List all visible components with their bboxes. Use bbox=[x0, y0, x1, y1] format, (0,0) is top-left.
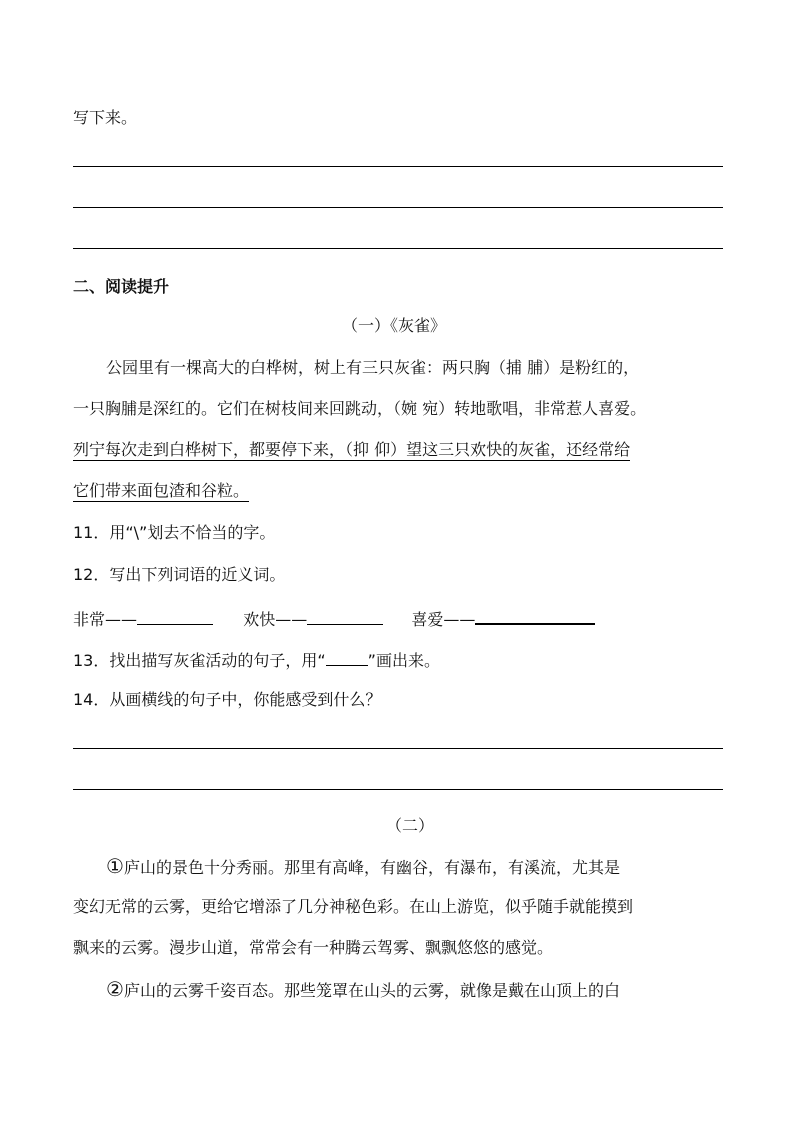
answer-line bbox=[73, 207, 723, 208]
answer-line bbox=[73, 748, 723, 749]
synonym-row bbox=[73, 607, 595, 630]
synonym-prompt: 非常—— bbox=[73, 610, 138, 629]
passage2-title: （二） bbox=[386, 816, 435, 835]
passage2-line bbox=[106, 979, 620, 1001]
paragraph-number: ① bbox=[106, 854, 124, 878]
answer-line bbox=[73, 789, 723, 790]
synonym-blank[interactable] bbox=[307, 608, 383, 625]
question-13-prefix: 13．找出描写灰雀活动的句子，用“ bbox=[73, 651, 326, 670]
synonym-blank[interactable] bbox=[475, 607, 595, 625]
question-12: 12．写出下列词语的近义词。 bbox=[73, 565, 286, 584]
passage1-underlined-line bbox=[73, 440, 630, 460]
synonym-prompt: 欢快—— bbox=[243, 610, 308, 629]
passage1-title: （一）《灰雀》 bbox=[342, 316, 447, 335]
question-11: 11．用“\”划去不恰当的字。 bbox=[73, 523, 276, 542]
passage1-line: 公园里有一棵高大的白桦树，树上有三只灰雀：两只胸（捕 脯）是粉红的， bbox=[106, 358, 640, 377]
paragraph-text: 庐山的云雾千姿百态。那些笼罩在山头的云雾，就像是戴在山顶上的白 bbox=[123, 981, 620, 1000]
answer-line bbox=[73, 248, 723, 249]
passage1-underlined-line bbox=[73, 481, 249, 501]
synonym-prompt: 喜爱—— bbox=[411, 610, 476, 629]
underlined-sentence: 列宁每次走到白桦树下，都要停下来，（抑 仰）望这三只欢快的灰雀，还经常给 bbox=[73, 440, 631, 459]
question-13 bbox=[73, 649, 440, 671]
continuation-text: 写下来。 bbox=[73, 108, 138, 127]
question-13-suffix: ”画出来。 bbox=[367, 651, 440, 670]
synonym-blank[interactable] bbox=[137, 608, 213, 625]
paragraph-text: 庐山的景色十分秀丽。那里有高峰，有幽谷，有瀑布，有溪流，尤其是 bbox=[123, 858, 620, 877]
passage2-line: 变幻无常的云雾，更给它增添了几分神秘色彩。在山上游览，似乎随手就能摸到 bbox=[73, 897, 634, 916]
passage2-line: 飘来的云雾。漫步山道，常常会有一种腾云驾雾、飘飘悠悠的感觉。 bbox=[73, 938, 554, 957]
section-title: 二、阅读提升 bbox=[73, 277, 170, 296]
passage2-line bbox=[106, 856, 620, 878]
underlined-sentence: 它们带来面包渣和谷粒。 bbox=[73, 481, 250, 500]
passage1-line: 一只胸脯是深红的。它们在树枝间来回跳动，（婉 宛）转地歌唱，非常惹人喜爱。 bbox=[73, 399, 647, 418]
answer-line bbox=[73, 166, 723, 167]
underline-sample bbox=[326, 649, 368, 666]
question-14: 14．从画横线的句子中，你能感受到什么？ bbox=[73, 690, 382, 709]
paragraph-number: ② bbox=[106, 977, 124, 1001]
